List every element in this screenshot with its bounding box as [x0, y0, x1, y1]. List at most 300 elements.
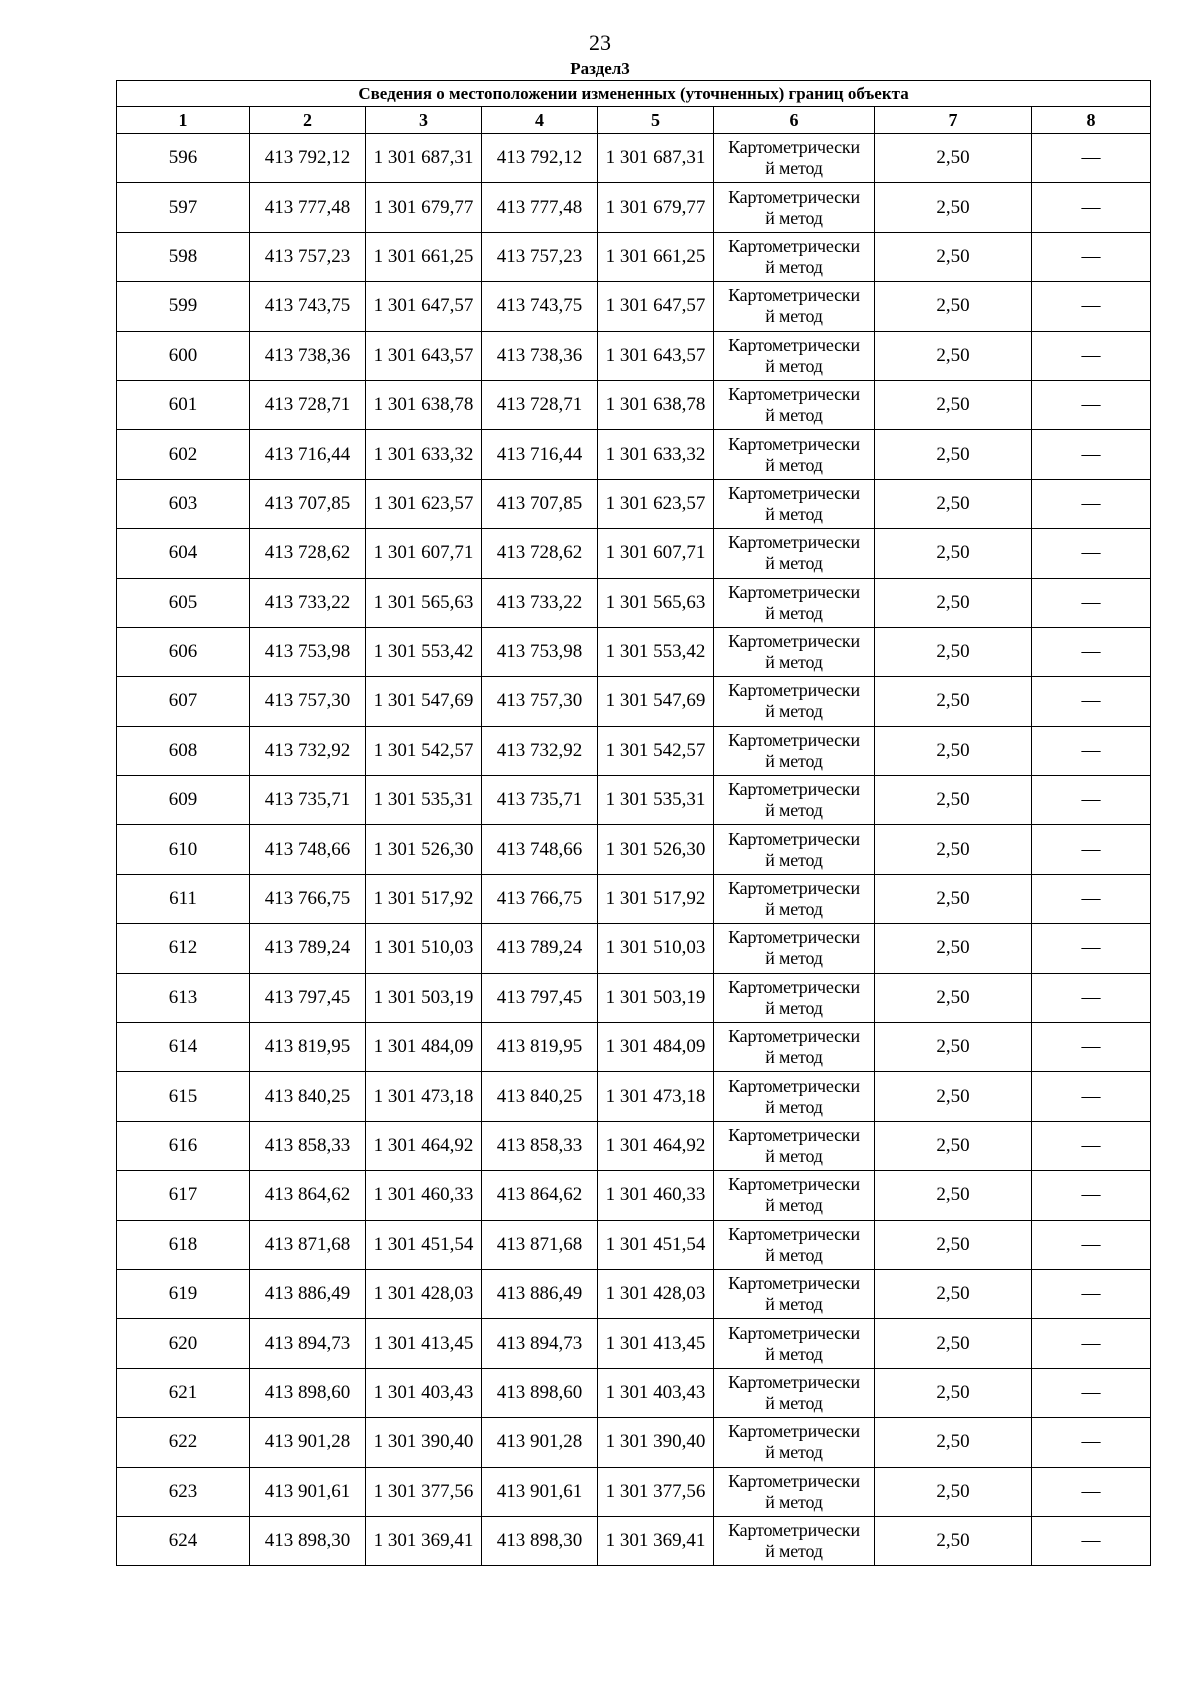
table-row	[117, 1072, 1151, 1121]
column-number-7: 7	[875, 107, 1032, 134]
table-row	[117, 924, 1151, 973]
coord-x-cell: 413 753,98	[482, 627, 598, 676]
point-number-cell: 602	[117, 430, 250, 479]
accuracy-cell: 2,50	[875, 1121, 1032, 1170]
coord-y-cell: 1 301 607,71	[366, 529, 482, 578]
method-line-1: Картометрически	[728, 631, 860, 652]
description-cell: —	[1032, 874, 1151, 923]
method-line-1: Картометрически	[728, 1371, 860, 1392]
accuracy-cell: 2,50	[875, 1368, 1032, 1417]
coord-y-cell: 1 301 565,63	[598, 578, 714, 627]
description-cell: —	[1032, 232, 1151, 281]
coord-x-cell: 413 901,28	[482, 1418, 598, 1467]
description-cell: —	[1032, 1072, 1151, 1121]
method-line-2: й метод	[765, 1244, 823, 1265]
method-cell	[714, 1516, 875, 1565]
coord-x-cell: 413 886,49	[250, 1269, 366, 1318]
method-line-2: й метод	[765, 1294, 823, 1315]
point-number-cell: 622	[117, 1418, 250, 1467]
coord-x-cell: 413 738,36	[250, 331, 366, 380]
column-number-8: 8	[1032, 107, 1151, 134]
accuracy-cell: 2,50	[875, 1220, 1032, 1269]
point-number-cell: 616	[117, 1121, 250, 1170]
coord-y-cell: 1 301 484,09	[366, 1023, 482, 1072]
method-cell	[714, 1418, 875, 1467]
coord-x-cell: 413 777,48	[482, 183, 598, 232]
coord-x-cell: 413 894,73	[482, 1319, 598, 1368]
coord-y-cell: 1 301 503,19	[598, 973, 714, 1022]
table-row	[117, 1171, 1151, 1220]
method-line-1: Картометрически	[728, 729, 860, 750]
method-cell	[714, 1220, 875, 1269]
coord-y-cell: 1 301 565,63	[366, 578, 482, 627]
column-number-5: 5	[598, 107, 714, 134]
table-row	[117, 1368, 1151, 1417]
description-cell: —	[1032, 1171, 1151, 1220]
coord-x-cell: 413 858,33	[482, 1121, 598, 1170]
coord-y-cell: 1 301 428,03	[366, 1269, 482, 1318]
table-row	[117, 776, 1151, 825]
description-cell: —	[1032, 282, 1151, 331]
coord-x-cell: 413 858,33	[250, 1121, 366, 1170]
point-number-cell: 606	[117, 627, 250, 676]
description-cell: —	[1032, 1023, 1151, 1072]
table-row	[117, 479, 1151, 528]
point-number-cell: 600	[117, 331, 250, 380]
method-line-2: й метод	[765, 1392, 823, 1413]
method-line-1: Картометрически	[728, 976, 860, 997]
coord-y-cell: 1 301 526,30	[598, 825, 714, 874]
coord-x-cell: 413 716,44	[482, 430, 598, 479]
method-line-1: Картометрически	[728, 1075, 860, 1096]
method-cell	[714, 1269, 875, 1318]
boundary-table	[116, 80, 1151, 1566]
accuracy-cell: 2,50	[875, 973, 1032, 1022]
accuracy-cell: 2,50	[875, 282, 1032, 331]
description-cell: —	[1032, 677, 1151, 726]
method-line-1: Картометрически	[728, 1223, 860, 1244]
method-cell	[714, 183, 875, 232]
method-line-2: й метод	[765, 553, 823, 574]
coord-y-cell: 1 301 542,57	[598, 726, 714, 775]
coord-x-cell: 413 901,61	[250, 1467, 366, 1516]
method-line-1: Картометрически	[728, 532, 860, 553]
point-number-cell: 601	[117, 380, 250, 429]
coord-x-cell: 413 864,62	[250, 1171, 366, 1220]
method-line-1: Картометрически	[728, 1421, 860, 1442]
method-line-2: й метод	[765, 1146, 823, 1166]
point-number-cell: 620	[117, 1319, 250, 1368]
method-line-2: й метод	[765, 306, 823, 327]
method-cell	[714, 331, 875, 380]
coord-x-cell: 413 766,75	[250, 874, 366, 923]
table-row	[117, 874, 1151, 923]
point-number-cell: 609	[117, 776, 250, 825]
accuracy-cell: 2,50	[875, 726, 1032, 775]
method-line-2: й метод	[765, 1195, 823, 1216]
coord-x-cell: 413 898,30	[250, 1516, 366, 1565]
point-number-cell: 607	[117, 677, 250, 726]
method-line-2: й метод	[765, 701, 823, 722]
description-cell: —	[1032, 627, 1151, 676]
table-row	[117, 529, 1151, 578]
coord-y-cell: 1 301 517,92	[366, 874, 482, 923]
coord-x-cell: 413 732,92	[482, 726, 598, 775]
point-number-cell: 610	[117, 825, 250, 874]
coord-y-cell: 1 301 638,78	[366, 380, 482, 429]
method-cell	[714, 677, 875, 726]
method-line-2: й метод	[765, 948, 823, 969]
coord-x-cell: 413 757,30	[250, 677, 366, 726]
method-line-2: й метод	[765, 1442, 823, 1463]
method-cell	[714, 1319, 875, 1368]
coord-x-cell: 413 753,98	[250, 627, 366, 676]
point-number-cell: 603	[117, 479, 250, 528]
table-row	[117, 1220, 1151, 1269]
coord-y-cell: 1 301 517,92	[598, 874, 714, 923]
coord-y-cell: 1 301 638,78	[598, 380, 714, 429]
coord-y-cell: 1 301 647,57	[366, 282, 482, 331]
coord-y-cell: 1 301 687,31	[366, 134, 482, 183]
coord-y-cell: 1 301 679,77	[598, 183, 714, 232]
point-number-cell: 596	[117, 134, 250, 183]
method-cell	[714, 529, 875, 578]
method-line-2: й метод	[765, 1541, 823, 1562]
description-cell: —	[1032, 1368, 1151, 1417]
table-row	[117, 825, 1151, 874]
coord-x-cell: 413 707,85	[482, 479, 598, 528]
method-line-1: Картометрически	[728, 1273, 860, 1294]
method-line-1: Картометрически	[728, 927, 860, 948]
column-number-1: 1	[117, 107, 250, 134]
accuracy-cell: 2,50	[875, 1516, 1032, 1565]
table-caption: Сведения о местоположении измененных (уточненных) границ объекта	[117, 81, 1151, 107]
accuracy-cell: 2,50	[875, 430, 1032, 479]
coord-x-cell: 413 886,49	[482, 1269, 598, 1318]
method-line-1: Картометрически	[728, 384, 860, 405]
coord-x-cell: 413 792,12	[482, 134, 598, 183]
accuracy-cell: 2,50	[875, 380, 1032, 429]
coord-y-cell: 1 301 679,77	[366, 183, 482, 232]
coord-x-cell: 413 716,44	[250, 430, 366, 479]
coord-x-cell: 413 901,28	[250, 1418, 366, 1467]
coord-x-cell: 413 748,66	[482, 825, 598, 874]
accuracy-cell: 2,50	[875, 627, 1032, 676]
coord-x-cell: 413 757,30	[482, 677, 598, 726]
coord-y-cell: 1 301 553,42	[598, 627, 714, 676]
coord-x-cell: 413 743,75	[250, 282, 366, 331]
method-cell	[714, 479, 875, 528]
method-line-1: Картометрически	[728, 285, 860, 306]
method-cell	[714, 825, 875, 874]
coord-y-cell: 1 301 413,45	[598, 1319, 714, 1368]
method-line-1: Картометрически	[728, 433, 860, 454]
page-number: 23	[589, 30, 611, 55]
description-cell: —	[1032, 479, 1151, 528]
coord-x-cell: 413 819,95	[482, 1023, 598, 1072]
accuracy-cell: 2,50	[875, 1467, 1032, 1516]
description-cell: —	[1032, 1220, 1151, 1269]
coord-y-cell: 1 301 390,40	[598, 1418, 714, 1467]
coord-y-cell: 1 301 535,31	[366, 776, 482, 825]
coord-y-cell: 1 301 547,69	[366, 677, 482, 726]
point-number-cell: 611	[117, 874, 250, 923]
method-line-2: й метод	[765, 405, 823, 426]
method-line-2: й метод	[765, 355, 823, 376]
table-row	[117, 1121, 1151, 1170]
table-row	[117, 430, 1151, 479]
coord-y-cell: 1 301 661,25	[366, 232, 482, 281]
table-row	[117, 627, 1151, 676]
method-cell	[714, 1171, 875, 1220]
method-cell	[714, 134, 875, 183]
coord-x-cell: 413 733,22	[250, 578, 366, 627]
method-line-2: й метод	[765, 602, 823, 623]
method-cell	[714, 1023, 875, 1072]
coord-y-cell: 1 301 473,18	[598, 1072, 714, 1121]
method-line-1: Картометрически	[728, 878, 860, 899]
column-number-4: 4	[482, 107, 598, 134]
method-line-1: Картометрически	[728, 235, 860, 256]
accuracy-cell: 2,50	[875, 578, 1032, 627]
method-line-2: й метод	[765, 1047, 823, 1068]
coord-y-cell: 1 301 484,09	[598, 1023, 714, 1072]
point-number-cell: 598	[117, 232, 250, 281]
method-cell	[714, 380, 875, 429]
column-number-row	[117, 107, 1151, 134]
column-number-3: 3	[366, 107, 482, 134]
description-cell: —	[1032, 331, 1151, 380]
coord-x-cell: 413 871,68	[250, 1220, 366, 1269]
coord-x-cell: 413 901,61	[482, 1467, 598, 1516]
method-cell	[714, 874, 875, 923]
description-cell: —	[1032, 1467, 1151, 1516]
table-row	[117, 1023, 1151, 1072]
method-cell	[714, 430, 875, 479]
method-line-2: й метод	[765, 207, 823, 228]
method-line-1: Картометрически	[728, 1470, 860, 1491]
method-line-2: й метод	[765, 750, 823, 771]
column-number-6: 6	[714, 107, 875, 134]
accuracy-cell: 2,50	[875, 479, 1032, 528]
coord-y-cell: 1 301 623,57	[366, 479, 482, 528]
coord-x-cell: 413 738,36	[482, 331, 598, 380]
accuracy-cell: 2,50	[875, 1418, 1032, 1467]
method-cell	[714, 1121, 875, 1170]
coord-x-cell: 413 789,24	[250, 924, 366, 973]
method-line-2: й метод	[765, 1491, 823, 1512]
accuracy-cell: 2,50	[875, 874, 1032, 923]
table-row	[117, 380, 1151, 429]
accuracy-cell: 2,50	[875, 1023, 1032, 1072]
description-cell: —	[1032, 1121, 1151, 1170]
description-cell: —	[1032, 973, 1151, 1022]
description-cell: —	[1032, 380, 1151, 429]
coord-x-cell: 413 707,85	[250, 479, 366, 528]
accuracy-cell: 2,50	[875, 529, 1032, 578]
table-row	[117, 331, 1151, 380]
coord-y-cell: 1 301 390,40	[366, 1418, 482, 1467]
coord-y-cell: 1 301 403,43	[598, 1368, 714, 1417]
section-title: Раздел3	[570, 59, 630, 78]
method-line-2: й метод	[765, 652, 823, 673]
coord-y-cell: 1 301 623,57	[598, 479, 714, 528]
method-cell	[714, 232, 875, 281]
description-cell: —	[1032, 726, 1151, 775]
coord-x-cell: 413 898,60	[250, 1368, 366, 1417]
coord-y-cell: 1 301 526,30	[366, 825, 482, 874]
point-number-cell: 615	[117, 1072, 250, 1121]
method-line-1: Картометрически	[728, 581, 860, 602]
method-line-2: й метод	[765, 503, 823, 524]
method-line-1: Картометрически	[728, 1520, 860, 1541]
coord-y-cell: 1 301 633,32	[598, 430, 714, 479]
coord-y-cell: 1 301 643,57	[598, 331, 714, 380]
coord-x-cell: 413 728,62	[482, 529, 598, 578]
accuracy-cell: 2,50	[875, 1171, 1032, 1220]
method-cell	[714, 1072, 875, 1121]
description-cell: —	[1032, 578, 1151, 627]
description-cell: —	[1032, 134, 1151, 183]
method-line-1: Картометрически	[728, 828, 860, 849]
coord-x-cell: 413 871,68	[482, 1220, 598, 1269]
coord-y-cell: 1 301 643,57	[366, 331, 482, 380]
coord-x-cell: 413 797,45	[482, 973, 598, 1022]
coord-x-cell: 413 735,71	[482, 776, 598, 825]
point-number-cell: 624	[117, 1516, 250, 1565]
coord-x-cell: 413 792,12	[250, 134, 366, 183]
description-cell: —	[1032, 825, 1151, 874]
accuracy-cell: 2,50	[875, 232, 1032, 281]
method-line-1: Картометрически	[728, 779, 860, 800]
coord-y-cell: 1 301 460,33	[366, 1171, 482, 1220]
table-row	[117, 1269, 1151, 1318]
coord-x-cell: 413 728,62	[250, 529, 366, 578]
method-line-1: Картометрически	[728, 482, 860, 503]
coord-x-cell: 413 894,73	[250, 1319, 366, 1368]
table-row	[117, 726, 1151, 775]
point-number-cell: 605	[117, 578, 250, 627]
coord-y-cell: 1 301 428,03	[598, 1269, 714, 1318]
coord-x-cell: 413 735,71	[250, 776, 366, 825]
coord-y-cell: 1 301 451,54	[366, 1220, 482, 1269]
method-line-1: Картометрически	[728, 137, 860, 158]
coord-y-cell: 1 301 369,41	[366, 1516, 482, 1565]
point-number-cell: 614	[117, 1023, 250, 1072]
table-row	[117, 1418, 1151, 1467]
accuracy-cell: 2,50	[875, 1072, 1032, 1121]
accuracy-cell: 2,50	[875, 1269, 1032, 1318]
table-row	[117, 134, 1151, 183]
point-number-cell: 608	[117, 726, 250, 775]
table-row	[117, 232, 1151, 281]
description-cell: —	[1032, 430, 1151, 479]
coord-y-cell: 1 301 510,03	[598, 924, 714, 973]
method-cell	[714, 973, 875, 1022]
method-line-2: й метод	[765, 454, 823, 475]
table-row	[117, 1516, 1151, 1565]
method-line-2: й метод	[765, 800, 823, 821]
method-line-2: й метод	[765, 899, 823, 920]
coord-y-cell: 1 301 377,56	[366, 1467, 482, 1516]
coord-x-cell: 413 864,62	[482, 1171, 598, 1220]
method-line-1: Картометрически	[728, 1026, 860, 1047]
method-cell	[714, 578, 875, 627]
point-number-cell: 612	[117, 924, 250, 973]
method-line-2: й метод	[765, 1343, 823, 1364]
table-row	[117, 282, 1151, 331]
method-line-1: Картометрически	[728, 680, 860, 701]
coord-y-cell: 1 301 369,41	[598, 1516, 714, 1565]
table-row	[117, 1319, 1151, 1368]
coord-x-cell: 413 728,71	[482, 380, 598, 429]
coord-x-cell: 413 728,71	[250, 380, 366, 429]
coord-y-cell: 1 301 451,54	[598, 1220, 714, 1269]
coord-x-cell: 413 732,92	[250, 726, 366, 775]
column-number-2: 2	[250, 107, 366, 134]
coord-y-cell: 1 301 464,92	[598, 1121, 714, 1170]
coord-y-cell: 1 301 687,31	[598, 134, 714, 183]
point-number-cell: 619	[117, 1269, 250, 1318]
table-body	[117, 134, 1151, 1566]
point-number-cell: 613	[117, 973, 250, 1022]
coord-x-cell: 413 766,75	[482, 874, 598, 923]
method-line-1: Картометрически	[728, 1125, 860, 1145]
coord-y-cell: 1 301 503,19	[366, 973, 482, 1022]
accuracy-cell: 2,50	[875, 1319, 1032, 1368]
coord-y-cell: 1 301 633,32	[366, 430, 482, 479]
coord-x-cell: 413 733,22	[482, 578, 598, 627]
method-line-1: Картометрически	[728, 1174, 860, 1195]
point-number-cell: 618	[117, 1220, 250, 1269]
table-row	[117, 677, 1151, 726]
point-number-cell: 621	[117, 1368, 250, 1417]
table-row	[117, 973, 1151, 1022]
coord-y-cell: 1 301 510,03	[366, 924, 482, 973]
method-cell	[714, 726, 875, 775]
method-line-1: Картометрически	[728, 186, 860, 207]
coord-x-cell: 413 898,30	[482, 1516, 598, 1565]
method-line-2: й метод	[765, 1096, 823, 1117]
coord-y-cell: 1 301 547,69	[598, 677, 714, 726]
method-line-2: й метод	[765, 849, 823, 870]
coord-y-cell: 1 301 535,31	[598, 776, 714, 825]
accuracy-cell: 2,50	[875, 331, 1032, 380]
description-cell: —	[1032, 529, 1151, 578]
coord-y-cell: 1 301 607,71	[598, 529, 714, 578]
table-row	[117, 1467, 1151, 1516]
point-number-cell: 597	[117, 183, 250, 232]
accuracy-cell: 2,50	[875, 825, 1032, 874]
method-line-2: й метод	[765, 997, 823, 1018]
method-cell	[714, 1368, 875, 1417]
coord-x-cell: 413 748,66	[250, 825, 366, 874]
method-line-1: Картометрически	[728, 1322, 860, 1343]
coord-x-cell: 413 777,48	[250, 183, 366, 232]
accuracy-cell: 2,50	[875, 134, 1032, 183]
coord-x-cell: 413 898,60	[482, 1368, 598, 1417]
coord-x-cell: 413 819,95	[250, 1023, 366, 1072]
description-cell: —	[1032, 1418, 1151, 1467]
table-caption-row	[117, 81, 1151, 107]
table-row	[117, 578, 1151, 627]
description-cell: —	[1032, 183, 1151, 232]
accuracy-cell: 2,50	[875, 776, 1032, 825]
coord-y-cell: 1 301 553,42	[366, 627, 482, 676]
method-line-2: й метод	[765, 158, 823, 179]
method-cell	[714, 627, 875, 676]
method-cell	[714, 924, 875, 973]
